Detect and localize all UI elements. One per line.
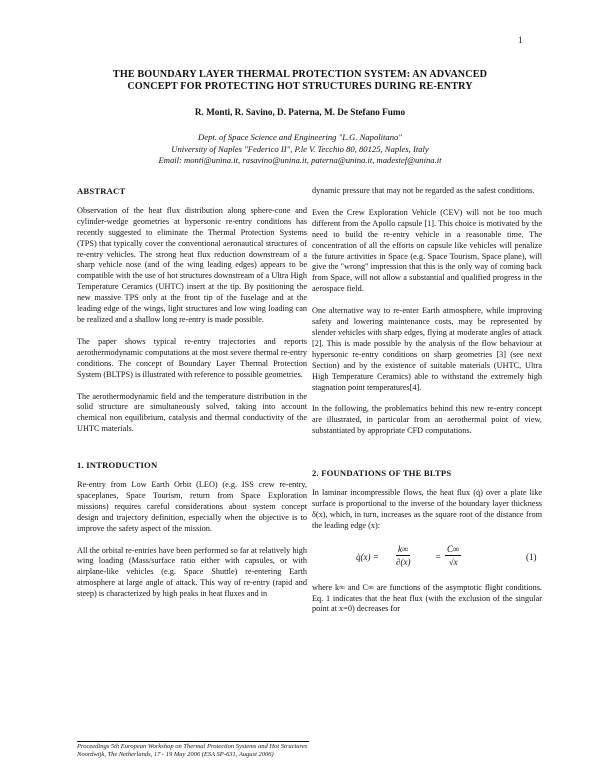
footnote-line-1: Proceedings 5th European Workshop on Thermal Protection Systems and Hot Structures <box>77 743 308 750</box>
footnote-line-2: Noordwijk, The Netherlands, 17 - 19 May 2006 (ESA SP-631, August 2006) <box>77 751 274 759</box>
equation-1 <box>312 543 542 573</box>
equation-number: (1) <box>526 551 537 562</box>
introduction-heading: 1. INTRODUCTION <box>77 460 158 471</box>
affiliation-dept: Dept. of Space Science and Engineering "L.G. Napolitano" <box>198 132 402 142</box>
abstract-paragraph-2: The paper shows typical re-entry trajectories and reports aerothermodynamic computations at the most severe thermal re-entry conditions. The concept of Boundary Layer Thermal Protection System (BLTPS) is illustrated with reference to possible geometries. <box>77 336 307 379</box>
right-paragraph-4: In the following, the problematics behind this new re-entry concept are illustrated, in particular from an aerothermal point of view, substantiated by appropriate CFD computations. <box>312 404 542 436</box>
foundations-paragraph-2: where k∞ and C∞ are functions of the asymptotic flight conditions. Eq. 1 indicates that the heat flux (with the exclusion of the singular point at x=0) decreases for <box>312 582 542 614</box>
equation-equals: = <box>435 551 442 562</box>
equation-fraction-1 <box>396 544 410 568</box>
footnote-divider <box>77 741 309 742</box>
fraction-2-denominator: √x <box>448 556 458 567</box>
title-line-2: CONCEPT FOR PROTECTING HOT STRUCTURES DURING RE-ENTRY <box>127 81 473 92</box>
abstract-paragraph-1: Observation of the heat flux distribution along sphere-cone and cylinder-wedge geometries at hypersonic re-entry conditions has recently suggested to eliminate the Thermal Protection Systems (TPS) that typically cover the conventional aeronautical structures of re-entry vehicles. The strong heat flux reduction downstream of a sharp vehicle nose (and of the wing leading edges) appears to be compatible with the use of hot structures downstream of a Ultra High Temperature Ceramics (UHTC) insert at the tip. By positioning the new massive TPS only at the front tip of the fuselage and at the leading edge of the wings, light structures and low wing loading can be realized and a shallow long re-entry is made possible. <box>77 205 307 324</box>
foundations-heading: 2. FOUNDATIONS OF THE BLTPS <box>312 468 452 479</box>
fraction-1-numerator: k∞ <box>396 544 410 556</box>
equation-fraction-2 <box>445 544 461 568</box>
introduction-paragraph-1: Re-entry from Low Earth Orbit (LEO) (e.g. ISS crew re-entry, spaceplanes, Space Tourism, return from Space Exploration missions) requires careful considerations about system concept design and trajectory definition, especially when the objective is to improve the safety aspect of the mission. <box>77 480 307 533</box>
right-paragraph-3: One alternative way to re-enter Earth atmosphere, while improving safety and lowering maintenance costs, may be represented by slender vehicles with sharp edges, flying at moderate angles of attack [2]. This is made possible by the analysis of the flow behaviour at hypersonic re-entry conditions on sharp geometries [3] (see next Section) and by the existence of suitable materials (UHTC, Ultra High Temperature Ceramics) able to withstand the extremely high stagnation point temperatures[4]. <box>312 306 542 392</box>
foundations-paragraph-1: In laminar incompressible flows, the heat flux (q̇) over a plate like surface is proportional to the inverse of the boundary layer thickness δ(x), which, in turn, increases as the square root of the distance from the leading edge (x): <box>312 488 542 530</box>
authors: R. Monti, R. Savino, D. Paterna, M. De Stefano Fumo <box>194 107 406 117</box>
right-column <box>312 186 542 626</box>
fraction-2-numerator: C∞ <box>447 543 460 554</box>
title-line-1: THE BOUNDARY LAYER THERMAL PROTECTION SYSTEM: AN ADVANCED <box>112 69 488 80</box>
page-number: 1 <box>518 35 523 45</box>
fraction-1-denominator: ∂(x) <box>396 556 411 567</box>
right-paragraph-2: Even the Crew Exploration Vehicle (CEV) will not be too much different from the Apollo capsule [1]. This choice is motivated by the need to build the re-entry vehicle in a reasonable time. The concentration of all the efforts on capsule like vehicles will penalize the future activities in Space (e.g. Space Tourism, Space plane), will give the "wrong" impression that this is the only way of coming back from Space, will not allow a substantial and qualified progress in the aerospace field. <box>312 207 542 294</box>
right-paragraph-1: dynamic pressure that may not be regarded as the safest conditions. <box>312 186 535 195</box>
abstract-paragraph-3: The aerothermodynamic field and the temperature distribution in the solid structure are simultaneously solved, taking into account chemical non equilibrium, catalysis and thermal conductivity of the UHTC materials. <box>77 391 307 434</box>
left-column <box>77 186 307 611</box>
affiliation-email: Email: monti@unina.it, rasavino@unina.it, paterna@unina.it, madestef@unina.it <box>158 155 442 165</box>
affiliation <box>80 132 520 167</box>
abstract-heading: ABSTRACT <box>77 186 126 196</box>
affiliation-university: University of Naples "Federico II", P.le V. Tecchio 80, 80125, Naples, Italy <box>171 143 429 154</box>
paper-title <box>80 69 520 93</box>
equation-lhs: q̇(x) = <box>356 551 379 562</box>
introduction-paragraph-2: All the orbital re-entries have been performed so far at relatively high wing loading (Mass/surface ratio either with capsules, or with airplane-like vehicles (e.g. Space Shuttle) re-entering Earth atmosphere at large angle of attack. This way of re-entry (rapid and steep) is characterized by high peaks in heat fluxes and in <box>77 545 307 599</box>
footnote <box>77 743 377 760</box>
